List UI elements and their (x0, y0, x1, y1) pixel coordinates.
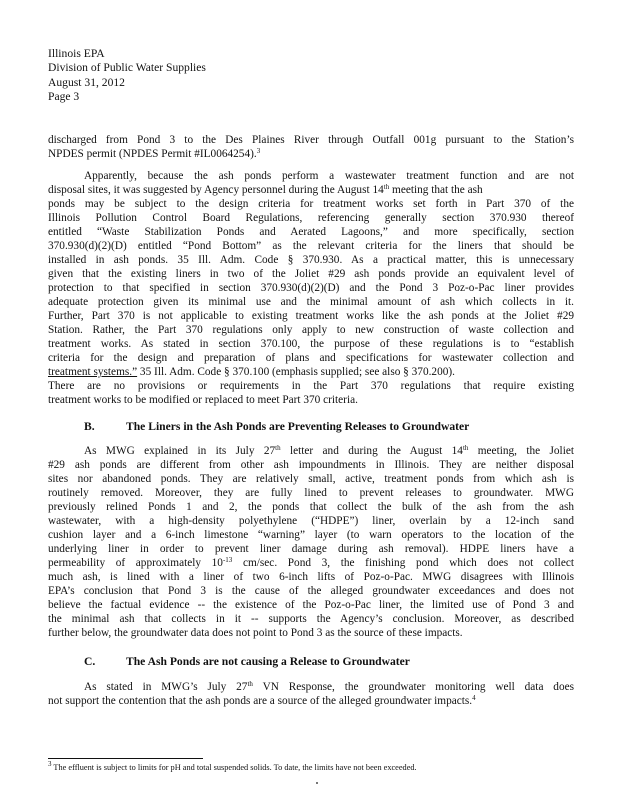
body-line: EPA’s conclusion that Pond 3 is the cause of the alleged groundwater exceedances and does not (48, 585, 574, 597)
section-c-title: The Ash Ponds are not causing a Release to Groundwater (126, 655, 410, 668)
section-c-letter: C. (84, 655, 96, 668)
body-line: Illinois Pollution Control Board Regulations, referencing generally section 370.930 thereof (48, 212, 574, 224)
body-line: criteria for the design and preparation of plans and specifications for wastewater collection and (48, 352, 574, 364)
body-line: believe the factual evidence -- the existence of the Poz-o-Pac liner, the limited use of Pond 3 and (48, 599, 574, 611)
footnote-text: The effluent is subject to limits for pH and total suspended solids. To date, the limits have not been exceeded. (51, 763, 417, 772)
body-line: ponds may be subject to the design criteria for treatment works set forth in Part 370 of the (48, 198, 574, 210)
body-line: As stated in MWG’s July 27th VN Response, the groundwater monitoring well data does (84, 680, 575, 693)
section-b-title: The Liners in the Ash Ponds are Preventing Releases to Groundwater (126, 420, 470, 433)
body-line: entitled “Waste Stabilization Ponds and Aerated Lagoons,” and more specifically, section (48, 226, 574, 238)
letterhead-page: Page 3 (48, 90, 80, 104)
body-line: further below, the groundwater data does not point to Pond 3 as the source of these impacts. (48, 627, 463, 639)
body-line: permeability of approximately $10^{-13}$ cm/sec. Pond 3, the finishing pond which does not collect (48, 556, 574, 569)
footnote-ref: 3 (256, 147, 261, 155)
body-line: underlying liner in order to prevent liner damage during ash removal). HDPE liners have a (48, 543, 574, 555)
body-line: previously relined Ponds 1 and 2, the ponds that collect the bulk of the ash from the ash (48, 501, 574, 513)
body-line: cushion layer and a 6-inch limestone “warning” layer (to warn operators to the location of the (48, 529, 574, 541)
body-line: the minimal ash that collects in it -- supports the Agency’s conclusion. Moreover, as described (48, 613, 574, 625)
body-line: installed in ash ponds. 35 Ill. Adm. Code § 370.930. As a practical matter, this is unnecessary (48, 254, 574, 266)
body-line: wastewater, with a high-density polyethylene (“HDPE”) liner, overlain by a 12-inch sand (48, 515, 574, 527)
body-line: treatment works to be modified or replaced to meet Part 370 criteria. (48, 394, 358, 406)
body-line: NPDES permit (NPDES Permit #IL0064254).$^3$ (48, 147, 261, 160)
body-line: much ash, is lined with a liner of two 6-inch lifts of Poz-o-Pac. MWG disagrees with Illinois (48, 571, 574, 583)
footnote-divider (48, 758, 203, 759)
body-line: not support the contention that the ash ponds are a source of the alleged groundwater impacts.$^4$ (48, 694, 476, 707)
footnote (48, 762, 417, 773)
footnote-marker: 3 (48, 760, 52, 768)
letterhead (48, 47, 206, 105)
body-line: #29 ash ponds are different from other ash impoundments in Illinois. They are neither disposal (48, 459, 574, 471)
body-line: adequate protection given its minimal use and the minimal amount of ash which collects in it. (48, 296, 574, 308)
body-line: Further, Part 370 is not applicable to existing treatment works like the ash ponds at the Joliet #29 (48, 310, 574, 322)
footnote-ref: 4 (472, 694, 476, 702)
body-line: given that the existing liners in two of the Joliet #29 ash ponds provide an equivalent level of (48, 268, 574, 280)
section-b-letter: B. (84, 420, 95, 433)
body-line: There are no provisions or requirements in the Part 370 regulations that require existing (48, 380, 574, 392)
body-line: Station. Rather, the Part 370 regulations only apply to new construction of waste collection and (48, 324, 574, 336)
letterhead-division: Division of Public Water Supplies (48, 61, 206, 75)
letterhead-recipient: Illinois EPA (48, 47, 105, 60)
body-line: discharged from Pond 3 to the Des Plaines River through Outfall 001g pursuant to the Station’s (48, 134, 574, 146)
letterhead-date: August 31, 2012 (48, 75, 125, 89)
body-line: Apparently, because the ash ponds perform a wastewater treatment function and are not (84, 170, 574, 182)
body-line: sites nor abandoned ponds. They are relatively small, active, treatment ponds from which ash is (48, 473, 574, 485)
body-line: routinely removed. Moreover, they are fully lined to prevent releases to groundwater. MWG (48, 487, 574, 499)
exponent: -13 (222, 556, 233, 564)
body-line: 370.930(d)(2)(D) entitled “Pond Bottom” as the relevant criteria for the liners that should be (48, 240, 574, 252)
body-line: treatment works. As stated in section 370.100, the purpose of these regulations is to “establish (48, 338, 574, 350)
body-line: disposal sites, it was suggested by Agency personnel during the August 14th meeting that the ash (48, 183, 483, 196)
quoted-criteria: treatment systems.” (48, 366, 138, 378)
body-line: treatment systems.” 35 Ill. Adm. Code § 370.100 (emphasis supplied; see also § 370.200). (48, 366, 455, 378)
scan-speck (316, 782, 318, 784)
body-line: As MWG explained in its July 27th letter and during the August 14th meeting, the Joliet (84, 444, 574, 457)
body-line: protection to that specified in section 370.930(d)(2)(D) and the Pond 3 Poz-o-Pac liner provides (48, 282, 574, 294)
